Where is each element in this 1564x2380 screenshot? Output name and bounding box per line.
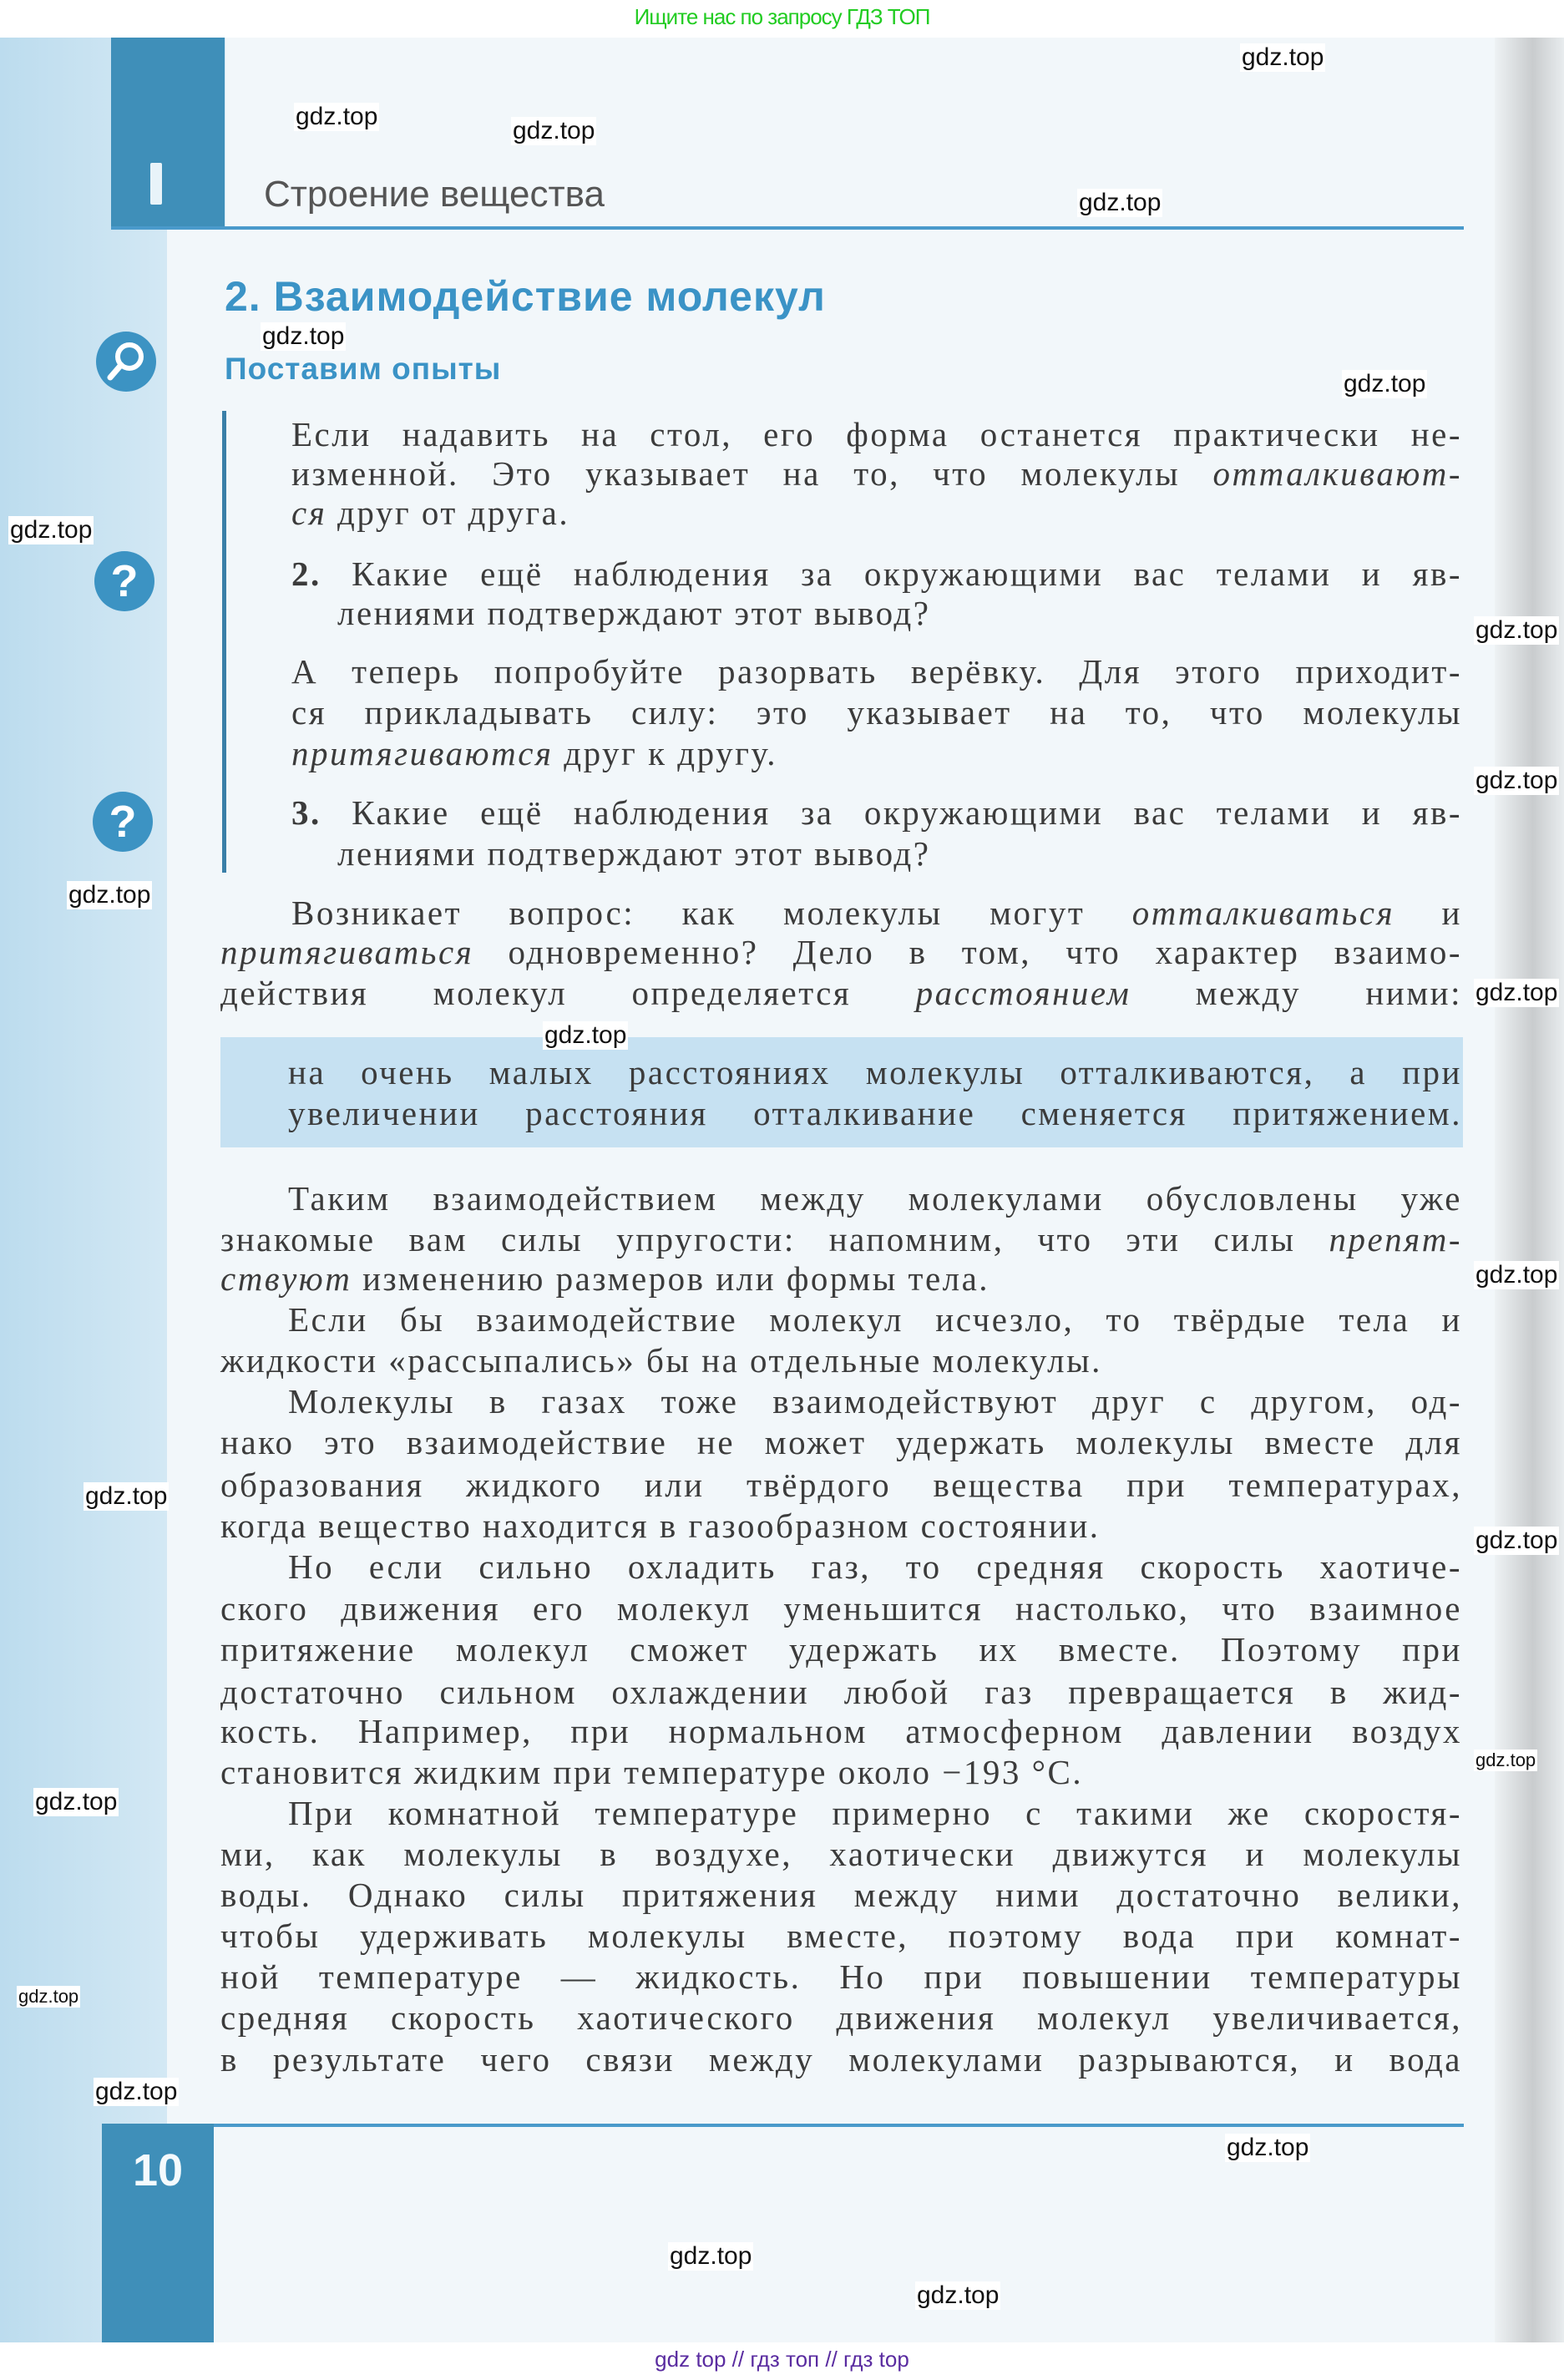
text-line [288, 1178, 1462, 1218]
text-line [220, 1672, 1462, 1712]
text-line [220, 1219, 1462, 1259]
text-segment: друг от друга. [326, 494, 570, 532]
text-line [337, 833, 931, 874]
watermark: gdz.top [1475, 1750, 1536, 1770]
chapter-tab [111, 38, 225, 228]
text-segment: жидкости «рассыпались» бы на отдельные молекулы. [220, 1341, 1102, 1380]
question-number: 2. [291, 554, 321, 593]
chapter-title: Строение вещества [264, 174, 605, 215]
text-line [220, 1465, 1462, 1505]
italic-term: притягиваются [291, 734, 554, 772]
text-segment: лениями подтверждают этот вывод? [337, 834, 931, 873]
text-segment: одновременно? Дело в том, что характер взаимо- [473, 933, 1462, 971]
watermark: gdz.top [1227, 2134, 1309, 2161]
text-segment: знакомые вам силы упругости: напомним, что эти силы [220, 1220, 1329, 1258]
text-segment: Таким взаимодействием между молекулами обусловлены уже [288, 1179, 1462, 1218]
text-segment: лениями подтверждают этот вывод? [337, 594, 931, 632]
text-line [288, 1793, 1462, 1833]
watermark: gdz.top [917, 2281, 1000, 2309]
text-segment: Но если сильно охладить газ, то средняя скорость хаотиче- [288, 1547, 1462, 1586]
experiment-bar [222, 411, 226, 873]
text-line [220, 1916, 1462, 1956]
magnifier-icon [96, 332, 156, 392]
text-segment: кость. Например, при нормальном атмосферном давлении воздух [220, 1712, 1462, 1750]
watermark: gdz.top [10, 516, 93, 544]
text-segment: друг к другу. [553, 734, 778, 772]
watermark: gdz.top [1242, 43, 1324, 71]
text-line [220, 1834, 1462, 1874]
page-number: 10 [132, 2145, 184, 2195]
text-line [220, 973, 1462, 1013]
italic-term: ствуют [220, 1259, 352, 1298]
text-line [220, 1711, 1462, 1751]
text-line [220, 2039, 1462, 2079]
question-number: 3. [291, 793, 321, 832]
text-line [291, 893, 1462, 933]
watermark: gdz.top [35, 1788, 118, 1815]
text-line [291, 792, 1462, 833]
text-line [220, 1506, 1101, 1546]
header-divider [111, 226, 1464, 230]
page-fold-shadow [1495, 38, 1564, 2342]
watermark: gdz.top [1475, 767, 1558, 794]
text-segment: образования жидкого или твёрдого вещества при температурах, [220, 1466, 1462, 1504]
italic-term: отталкивают- [1212, 454, 1462, 493]
text-line [291, 453, 1462, 494]
italic-term: расстоянием [915, 974, 1131, 1012]
text-line [291, 493, 569, 533]
text-segment: Возникает вопрос: как молекулы могут [291, 894, 1132, 932]
section-title: Поставим опыты [225, 352, 502, 386]
watermark: gdz.top [670, 2242, 752, 2270]
text-segment: когда вещество находится в газообразном состоянии. [220, 1506, 1101, 1545]
watermark: gdz.top [68, 881, 151, 909]
text-segment: между ними: [1131, 974, 1462, 1012]
text-line [291, 414, 1462, 454]
text-segment: действия молекул определяется [220, 974, 916, 1012]
text-line [220, 1629, 1462, 1669]
watermark: gdz.top [296, 103, 378, 130]
footer-divider [209, 2124, 1464, 2127]
text-segment: ми, как молекулы в воздухе, хаотически движутся и молекулы [220, 1835, 1462, 1873]
text-segment: средняя скорость хаотического движения молекул увеличивается, [220, 1998, 1462, 2037]
text-segment: А теперь попробуйте разорвать верёвку. Для этого приходит- [291, 652, 1462, 691]
watermark: gdz.top [1475, 979, 1558, 1006]
watermark: gdz.top [513, 117, 595, 144]
text-line [291, 651, 1462, 691]
text-line [220, 1875, 1462, 1915]
text-line [220, 1258, 990, 1299]
watermark: gdz.top [1344, 370, 1426, 398]
text-line [288, 1093, 1462, 1133]
bottom-banner-text: gdz top // гдз топ // гдз top [655, 2347, 909, 2372]
text-segment: ной температуре — жидкость. Но при повышении температуры [220, 1957, 1462, 1996]
text-line [220, 1340, 1102, 1380]
bottom-banner [0, 2342, 1564, 2380]
text-line [220, 1957, 1462, 1997]
italic-term: ся [291, 494, 327, 532]
text-segment: Если бы взаимодействие молекул исчезло, то твёрдые тела и [288, 1300, 1462, 1339]
text-segment: При комнатной температуре примерно с такими же скоростя- [288, 1794, 1462, 1832]
watermark: gdz.top [18, 1986, 79, 2007]
question-icon: ? [94, 551, 154, 611]
text-line [220, 1422, 1462, 1462]
text-segment: Молекулы в газах тоже взаимодействуют друг с другом, од- [288, 1382, 1462, 1420]
watermark: gdz.top [544, 1021, 627, 1049]
top-banner [0, 0, 1564, 38]
text-line [291, 733, 777, 773]
text-segment: воды. Однако силы притяжения между ними достаточно велики, [220, 1876, 1462, 1914]
italic-term: препят- [1329, 1220, 1462, 1258]
text-segment: притяжение молекул сможет удержать их вместе. Поэтому при [220, 1630, 1462, 1669]
text-segment: нако это взаимодействие не может удержать молекулы вместе для [220, 1423, 1462, 1461]
italic-term: притягиваться [220, 933, 474, 971]
lesson-title: 2. Взаимодействие молекул [225, 273, 826, 320]
text-segment: увеличении расстояния отталкивание сменяется притяжением. [288, 1094, 1462, 1132]
text-line [291, 554, 1462, 594]
text-segment: в результате чего связи между молекулами разрываются, и вода [220, 2040, 1462, 2079]
watermark: gdz.top [1475, 1527, 1558, 1554]
text-line [220, 932, 1462, 972]
text-segment: ся прикладывать силу: это указывает на то, что молекулы [291, 693, 1462, 732]
chapter-numeral-one [150, 163, 162, 205]
text-segment: на очень малых расстояниях молекулы отталкиваются, а при [288, 1053, 1462, 1091]
text-segment: изменной. Это указывает на то, что молекулы [291, 454, 1213, 493]
text-segment: достаточно сильном охлаждении любой газ превращается в жид- [220, 1673, 1462, 1711]
watermark: gdz.top [95, 2078, 178, 2105]
text-line [288, 1547, 1462, 1587]
text-segment: Если надавить на стол, его форма останется практически не- [291, 415, 1462, 453]
text-line [337, 593, 931, 633]
text-segment: Какие ещё наблюдения за окружающими вас телами и яв- [321, 793, 1462, 832]
italic-term: отталкиваться [1131, 894, 1395, 932]
text-line [220, 1998, 1462, 2038]
watermark: gdz.top [1079, 189, 1162, 216]
watermark: gdz.top [1475, 1261, 1558, 1289]
text-segment: Какие ещё наблюдения за окружающими вас телами и яв- [321, 554, 1462, 593]
text-segment: чтобы удерживать молекулы вместе, поэтому вода при комнат- [220, 1917, 1462, 1955]
text-line [288, 1381, 1462, 1421]
watermark: gdz.top [262, 322, 345, 350]
watermark: gdz.top [1475, 616, 1558, 644]
text-line [220, 1752, 1083, 1792]
text-segment: изменению размеров или формы тела. [352, 1259, 990, 1298]
text-line [291, 692, 1462, 732]
text-line [220, 1588, 1462, 1628]
text-segment: и [1394, 894, 1462, 932]
text-segment: ского движения его молекул уменьшится настолько, что взаимное [220, 1589, 1462, 1628]
watermark: gdz.top [85, 1482, 168, 1510]
text-segment: становится жидким при температуре около −193 °С. [220, 1753, 1084, 1791]
top-banner-text: Ищите нас по запросу ГДЗ ТОП [634, 4, 930, 29]
text-line [288, 1052, 1462, 1092]
text-line [288, 1299, 1462, 1339]
question-icon: ? [93, 792, 153, 852]
